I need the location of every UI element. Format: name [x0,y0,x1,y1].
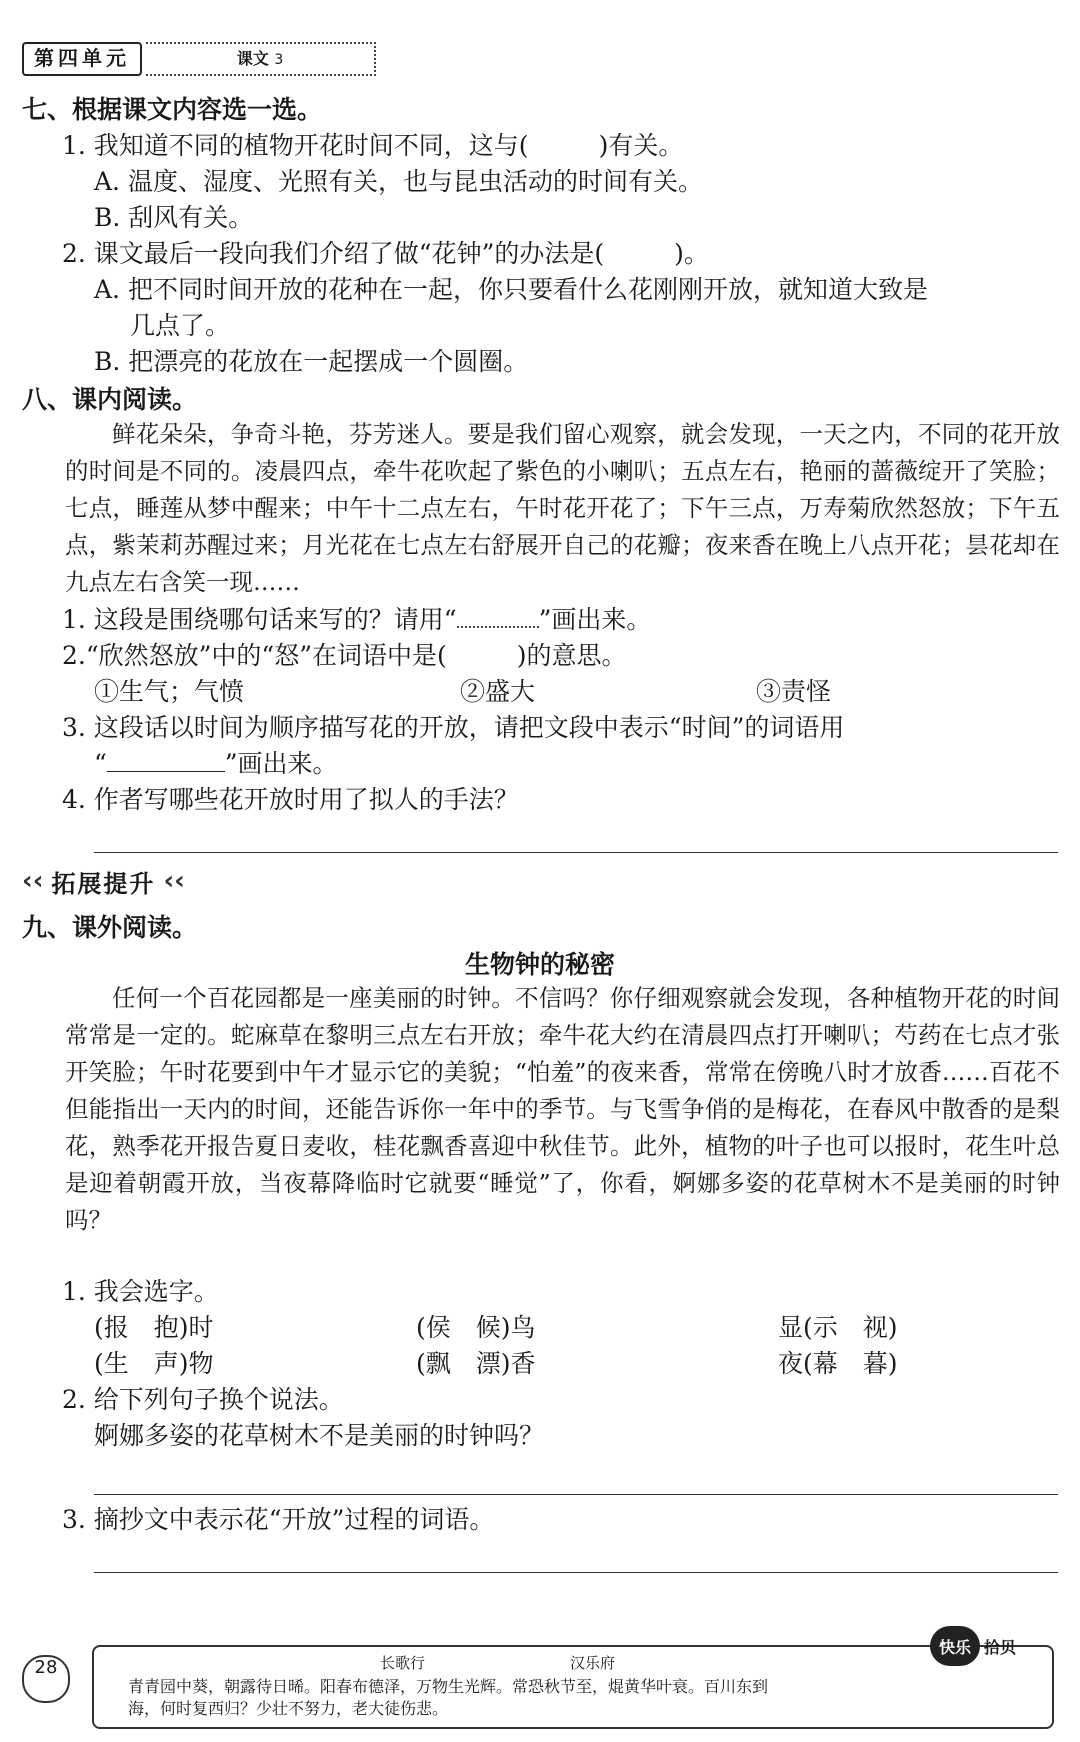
q9-3: 3. 摘抄文中表示花“开放”过程的词语。 [62,1505,495,1534]
q7-1-stem-b: )有关。 [598,131,684,160]
q8-2-text-a: 2.“欣然怒放”中的“怒”在词语中是( [62,641,447,670]
q9-2-sentence: 婀娜多姿的花草树木不是美丽的时钟吗？ [94,1421,545,1450]
char-choice[interactable]: 显(示 视) [778,1313,898,1342]
section-8-heading: 八、课内阅读。 [22,385,198,414]
chevron-left-icon: ‹‹ [22,866,44,896]
brand-text: 拾贝 [984,1637,1017,1657]
reading-passage-1: 鲜花朵朵，争奇斗艳，芬芳迷人。要是我们留心观察，就会发现，一天之内，不同的花开放的时间是不同的。凌晨四点，牵牛花吹起了紫色的小喇叭；五点左右，艳丽的蔷薇绽开了笑脸；七点，睡莲从梦中醒来；中午十二点左右，午时花开花了；下午三点，万寿菊欣然怒放；下午五点，紫茉莉苏醒过来；月光花在七点左右舒展开自己的花瓣；夜来香在晚上八点开花；昙花却在九点左右含笑一现…… [65,420,1060,596]
answer-line[interactable] [94,852,1058,853]
poem-line-2: 海，何时复西归？少壮不努力，老大徒伤悲。 [128,1699,449,1718]
q7-2-stem [62,234,709,270]
q8-2-option-1[interactable]: ①生气；气愤 [94,677,245,706]
extension-label: 拓展提升 [51,869,156,898]
poem-author: 汉乐府 [570,1654,616,1672]
article-title: 生物钟的秘密 [464,950,615,979]
q8-3-line1: 3. 这段话以时间为顺序描写花的开放，请把文段中表示“时间”的词语用 [62,713,845,742]
q8-1-text-a: 1. 这段是围绕哪句话来写的？请用“ [62,605,457,634]
poem-title: 长歌行 [380,1654,426,1672]
q8-2 [62,636,627,672]
q8-2-option-2[interactable]: ②盛大 [460,677,536,706]
char-choice[interactable]: 夜(幕 暮) [778,1349,898,1378]
q8-1-text-b: ”画出来。 [538,605,652,634]
q8-2-text-b: )的意思。 [516,641,627,670]
char-choice[interactable]: (报 抱)时 [94,1313,214,1342]
reading-passage-2: 任何一个百花园都是一座美丽的时钟。不信吗？你仔细观察就会发现，各种植物开花的时间常常是一定的。蛇麻草在黎明三点左右开放；牵牛花大约在清晨四点打开喇叭；芍药在七点才张开笑脸；午时花要到中午才显示它的美貌；“怕羞”的夜来香，常常在傍晚八时才放香……百花不但能指出一天内的时间，还能告诉你一年中的季节。与飞雪争俏的是梅花，在春风中散香的是梨花，熟季花开报告夏日麦收，桂花飘香喜迎中秋佳节。此外，植物的叶子也可以报时，花生叶总是迎着朝霞开放，当夜幕降临时它就要“睡觉”了，你看，婀娜多姿的花草树木不是美丽的时钟吗？ [65,984,1060,1234]
q9-2: 2. 给下列句子换个说法。 [62,1385,344,1414]
q8-3-line2 [94,744,338,780]
page-number: 28 [22,1655,70,1703]
q7-2-option-a-line1[interactable]: A. 把不同时间开放的花种在一起，你只要看什么花刚刚开放，就知道大致是 [94,275,928,304]
q8-1 [62,600,651,636]
q9-1: 1. 我会选字。 [62,1277,219,1306]
q8-3-quote-open: “ [94,749,107,778]
char-choice[interactable]: (侯 候)鸟 [416,1313,536,1342]
unit-label: 第四单元 [22,42,142,76]
answer-line[interactable] [94,1572,1058,1573]
chevron-left-icon: ‹‹ [163,866,185,896]
q7-2-stem-a: 2. 课文最后一段向我们介绍了做“花钟”的办法是( [62,239,605,268]
lesson-number: 3 [274,52,284,68]
q7-2-option-a-line2: 几点了。 [130,311,231,340]
poem-line-1: 青青园中葵，朝露待日晞。阳春布德泽，万物生光辉。常恐秋节至，焜黄华叶衰。百川东到 [128,1677,769,1696]
underline-sample [107,771,225,772]
brand-mark: 快乐 [930,1626,980,1666]
lesson-label [146,42,376,76]
brand-logo [930,1626,1016,1666]
extension-banner [22,864,185,898]
section-7-heading: 七、根据课文内容选一选。 [22,95,323,124]
q8-2-option-3[interactable]: ③责怪 [756,677,832,706]
q7-1-stem [62,126,683,162]
section-9-heading: 九、课外阅读。 [22,913,198,942]
q8-3-quote-close: ”画出来。 [224,749,338,778]
q7-2-stem-b: )。 [674,239,709,268]
wavy-line-sample [457,626,539,628]
char-choice[interactable]: (生 声)物 [94,1349,214,1378]
char-choice[interactable]: (飘 漂)香 [416,1349,536,1378]
q7-1-option-a[interactable]: A. 温度、湿度、光照有关，也与昆虫活动的时间有关。 [94,167,703,196]
lesson-label-text: 课文 [236,49,269,68]
q7-1-option-b[interactable]: B. 刮风有关。 [94,203,254,232]
answer-line[interactable] [94,1494,1058,1495]
q7-2-option-b[interactable]: B. 把漂亮的花放在一起摆成一个圆圈。 [94,347,529,376]
q8-4: 4. 作者写哪些花开放时用了拟人的手法？ [62,785,519,814]
q7-1-stem-a: 1. 我知道不同的植物开花时间不同，这与( [62,131,529,160]
